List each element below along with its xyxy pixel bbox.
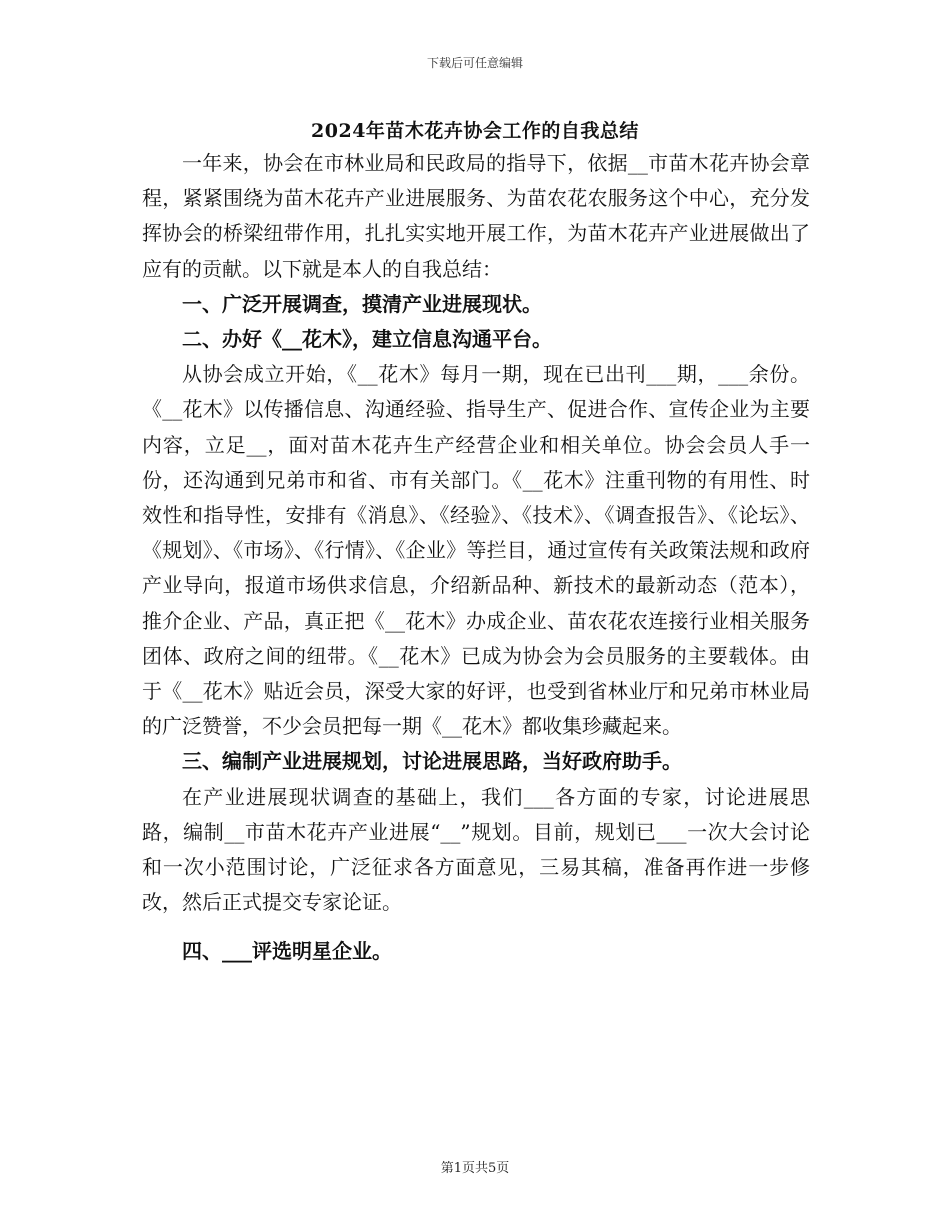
section-heading-2: 二、办好《__花木》，建立信息沟通平台。 <box>182 327 552 352</box>
document-title: 2024年苗木花卉协会工作的自我总结 <box>311 120 639 142</box>
page-number: 第1页共5页 <box>440 1161 510 1176</box>
intro-paragraph: 一年来，协会在市林业局和民政局的指导下，依据__市苗木花卉协会章程，紧紧围绕为苗木花卉产业进展服务、为苗农花农服务这个中心，充分发挥协会的桥梁纽带作用，扎扎实实地开展工作，为苗木花卉产业进展做出了应有的贡献。以下就是本人的自我总结： <box>142 151 810 281</box>
section-paragraph-3: 在产业进展现状调查的基础上，我们___各方面的专家，讨论进展思路，编制__市苗木花卉产业进展“__”规划。目前，规划已___一次大会讨论和一次小范围讨论，广泛征求各方面意见，三易其稿，准备再作进一步修改，然后正式提交专家论证。 <box>142 784 810 915</box>
section-heading-4: 四、___评选明星企业。 <box>182 939 392 964</box>
section-paragraph-2: 从协会成立开始，《__花木》每月一期，现在已出刊___期，___余份。《__花木》以传播信息、沟通经验、指导生产、促进合作、宣传企业为主要内容，立足__，面对苗木花卉生产经营企业和相关单位。协会会员人手一份，还沟通到兄弟市和省、市有关部门。《__花木》注重刊物的有用性、时效性和指导性，安排有《消息》、《经验》、《技术》、《调查报告》、《论坛》、《规划》、《市场》、《行情》、《企业》等拦目，通过宣传有关政策法规和政府产业导向，报道市场供求信息，介绍新品种、新技术的最新动态（范本），推介企业、产品，真正把《__花木》办成企业、苗农花农连接行业相关服务团体、政府之间的纽带。《__花木》已成为协会为会员服务的主要载体。由于《__花木》贴近会员，深受大家的好评，也受到省林业厅和兄弟市林业局的广泛赞誉，不少会员把每一期《__花木》都收集珍藏起来。 <box>142 362 810 739</box>
section-heading-3: 三、编制产业进展规划，讨论进展思路，当好政府助手。 <box>182 749 682 774</box>
document-body <box>142 146 810 970</box>
header-note: 下载后可任意编辑 <box>426 56 523 70</box>
section-heading-1: 一、广泛开展调查，摸清产业进展现状。 <box>182 291 542 316</box>
